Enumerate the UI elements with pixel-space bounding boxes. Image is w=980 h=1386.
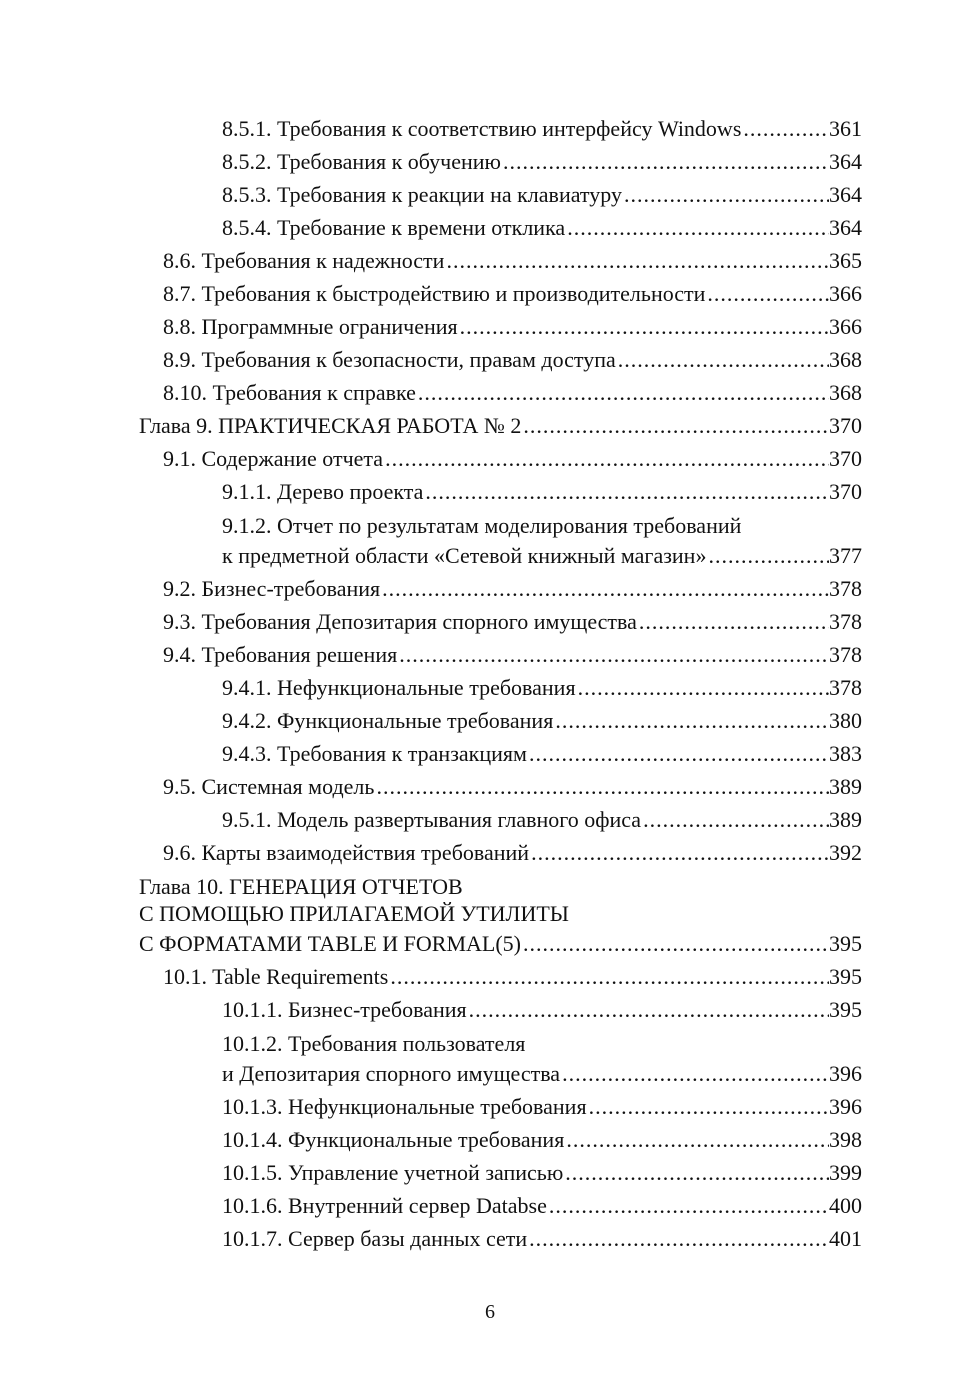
- page-number: 6: [485, 1301, 495, 1323]
- toc-entry-title: 8.5.4. Требование к времени отклика: [222, 215, 566, 240]
- dot-leader: [547, 1189, 829, 1222]
- toc-entry-page: 395: [829, 997, 862, 1022]
- dot-leader: [380, 572, 829, 605]
- toc-entry[interactable]: [222, 1026, 862, 1090]
- toc-entry-title: 8.5.2. Требования к обучению: [222, 149, 501, 174]
- toc-entry-title: 9.3. Требования Депозитария спорного имущества: [163, 609, 637, 634]
- dot-leader: [383, 442, 829, 475]
- toc-entry[interactable]: [222, 704, 862, 737]
- dot-leader: [521, 409, 829, 442]
- toc-entry-title: 9.1.1. Дерево проекта: [222, 479, 424, 504]
- table-of-contents: [0, 112, 980, 1255]
- toc-entry-title: 9.1. Содержание отчета: [163, 446, 384, 471]
- toc-entry[interactable]: [139, 869, 862, 960]
- toc-entry-title: и Депозитария спорного имущества: [222, 1061, 561, 1086]
- dot-leader: [467, 993, 829, 1026]
- dot-leader: [616, 343, 829, 376]
- toc-entry[interactable]: [163, 310, 862, 343]
- toc-entry-title: 9.4.2. Функциональные требования: [222, 708, 554, 733]
- toc-entry-page: 392: [829, 840, 862, 865]
- dot-leader: [521, 927, 829, 960]
- dot-leader: [458, 310, 829, 343]
- toc-entry-title: 8.10. Требования к справке: [163, 380, 416, 405]
- toc-entry-page: 370: [829, 413, 862, 438]
- toc-entry-title: 10.1.1. Бизнес-требования: [222, 997, 467, 1022]
- toc-entry-page: 395: [829, 964, 862, 989]
- toc-entry-page: 378: [829, 609, 862, 634]
- toc-entry-title: 9.4.3. Требования к транзакциям: [222, 741, 527, 766]
- toc-entry[interactable]: [163, 376, 862, 409]
- dot-leader: [374, 770, 829, 803]
- toc-entry[interactable]: [222, 1123, 862, 1156]
- dot-leader: [565, 211, 829, 244]
- toc-entry[interactable]: [222, 671, 862, 704]
- toc-entry[interactable]: [222, 993, 862, 1026]
- toc-entry[interactable]: [222, 475, 862, 508]
- toc-entry-title: 10.1.3. Нефункциональные требования: [222, 1094, 587, 1119]
- toc-entry[interactable]: [163, 638, 862, 671]
- dot-leader: [397, 638, 829, 671]
- dot-leader: [576, 671, 829, 704]
- toc-entry[interactable]: [222, 211, 862, 244]
- toc-entry-title: 9.2. Бизнес-требования: [163, 576, 381, 601]
- toc-entry-title: 8.5.1. Требования к соответствию интерфейсу Windows: [222, 116, 742, 141]
- toc-entry[interactable]: [222, 1090, 862, 1123]
- toc-entry[interactable]: [163, 605, 862, 638]
- toc-entry[interactable]: [163, 442, 862, 475]
- toc-entry-title: 8.7. Требования к быстродействию и производительности: [163, 281, 706, 306]
- toc-entry-page: 364: [829, 149, 862, 174]
- toc-entry-page: 378: [829, 675, 862, 700]
- toc-entry-title-line: С ПОМОЩЬЮ ПРИЛАГАЕМОЙ УТИЛИТЫ: [139, 901, 569, 926]
- toc-entry-page: 396: [829, 1094, 862, 1119]
- dot-leader: [563, 1156, 829, 1189]
- toc-entry-page: 365: [829, 248, 862, 273]
- toc-entry-page: 400: [829, 1193, 862, 1218]
- toc-entry[interactable]: [222, 112, 862, 145]
- dot-leader: [527, 737, 829, 770]
- toc-entry-title: 10.1. Table Requirements: [163, 964, 389, 989]
- dot-leader: [388, 960, 829, 993]
- toc-entry-page: 395: [829, 931, 862, 956]
- toc-entry-title: 8.5.3. Требования к реакции на клавиатуру: [222, 182, 622, 207]
- toc-entry[interactable]: [163, 960, 862, 993]
- dot-leader: [501, 145, 829, 178]
- toc-entry-page: 389: [829, 807, 862, 832]
- toc-entry-title: 9.6. Карты взаимодействия требований: [163, 840, 530, 865]
- toc-entry[interactable]: [222, 803, 862, 836]
- toc-entry-page: 378: [829, 576, 862, 601]
- toc-entry[interactable]: [163, 836, 862, 869]
- dot-leader: [529, 836, 829, 869]
- dot-leader: [416, 376, 829, 409]
- toc-entry-title: 10.1.4. Функциональные требования: [222, 1127, 565, 1152]
- toc-entry[interactable]: [222, 508, 862, 572]
- toc-entry[interactable]: [163, 244, 862, 277]
- toc-entry-page: 377: [829, 543, 862, 568]
- toc-entry-title-line: 10.1.2. Требования пользователя: [222, 1031, 526, 1056]
- toc-entry-title: 8.6. Требования к надежности: [163, 248, 445, 273]
- toc-entry-title: к предметной области «Сетевой книжный магазин»: [222, 543, 707, 568]
- dot-leader: [423, 475, 829, 508]
- toc-entry-title: 10.1.7. Сервер базы данных сети: [222, 1226, 528, 1251]
- toc-entry-page: 380: [829, 708, 862, 733]
- toc-entry-title: С ФОРМАТАМИ TABLE И FORMAL(5): [139, 931, 521, 956]
- toc-entry-title: 8.8. Программные ограничения: [163, 314, 458, 339]
- dot-leader: [587, 1090, 829, 1123]
- dot-leader: [622, 178, 829, 211]
- toc-entry[interactable]: [222, 1156, 862, 1189]
- toc-entry[interactable]: [163, 770, 862, 803]
- dot-leader: [560, 1057, 829, 1090]
- toc-entry-page: 366: [829, 281, 862, 306]
- toc-entry-title: 8.9. Требования к безопасности, правам доступа: [163, 347, 616, 372]
- toc-entry-page: 396: [829, 1061, 862, 1086]
- toc-entry-page: 401: [829, 1226, 862, 1251]
- toc-entry-title-line: 9.1.2. Отчет по результатам моделирования требований: [222, 513, 742, 538]
- toc-entry-page: 361: [829, 116, 862, 141]
- dot-leader: [637, 605, 829, 638]
- toc-entry-title: 10.1.6. Внутренний сервер Databse: [222, 1193, 547, 1218]
- toc-entry-page: 398: [829, 1127, 862, 1152]
- toc-entry[interactable]: [222, 145, 862, 178]
- toc-entry-title: Глава 9. ПРАКТИЧЕСКАЯ РАБОТА № 2: [139, 413, 522, 438]
- toc-entry-page: 389: [829, 774, 862, 799]
- toc-entry[interactable]: [163, 277, 862, 310]
- toc-entry-title: 9.5. Системная модель: [163, 774, 375, 799]
- toc-entry-title: 10.1.5. Управление учетной записью: [222, 1160, 564, 1185]
- dot-leader: [706, 539, 829, 572]
- toc-entry-page: 383: [829, 741, 862, 766]
- toc-entry-page: 364: [829, 182, 862, 207]
- dot-leader: [444, 244, 829, 277]
- toc-entry-page: 370: [829, 479, 862, 504]
- toc-entry-page: 368: [829, 347, 862, 372]
- toc-entry-title: 9.4.1. Нефункциональные требования: [222, 675, 576, 700]
- toc-entry-title-line: Глава 10. ГЕНЕРАЦИЯ ОТЧЕТОВ: [139, 874, 463, 899]
- dot-leader: [527, 1222, 829, 1255]
- toc-entry[interactable]: [222, 178, 862, 211]
- toc-entry-page: 368: [829, 380, 862, 405]
- toc-entry[interactable]: [163, 343, 862, 376]
- dot-leader: [564, 1123, 829, 1156]
- dot-leader: [705, 277, 829, 310]
- toc-entry[interactable]: [163, 572, 862, 605]
- toc-entry[interactable]: [222, 1189, 862, 1222]
- toc-entry-title: 9.5.1. Модель развертывания главного офиса: [222, 807, 642, 832]
- toc-entry[interactable]: [139, 409, 862, 442]
- toc-entry-page: 364: [829, 215, 862, 240]
- toc-entry-title: 9.4. Требования решения: [163, 642, 398, 667]
- dot-leader: [553, 704, 829, 737]
- toc-entry[interactable]: [222, 737, 862, 770]
- toc-entry-page: 370: [829, 446, 862, 471]
- toc-entry-page: 378: [829, 642, 862, 667]
- dot-leader: [641, 803, 829, 836]
- toc-entry-page: 366: [829, 314, 862, 339]
- toc-entry-page: 399: [829, 1160, 862, 1185]
- dot-leader: [741, 112, 829, 145]
- toc-entry[interactable]: [222, 1222, 862, 1255]
